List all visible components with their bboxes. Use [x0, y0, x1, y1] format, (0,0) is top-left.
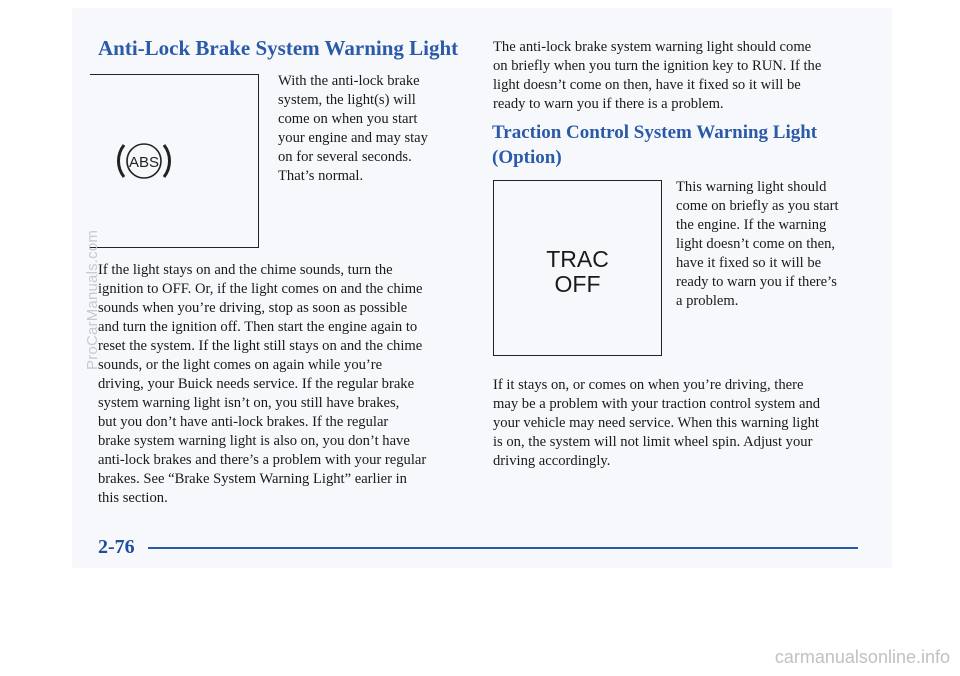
page-number: 2-76	[98, 536, 135, 558]
text-line: light doesn’t come on then,	[676, 236, 836, 252]
text-line: may be a problem with your traction control system and	[493, 396, 821, 412]
text-line: on for several seconds.	[278, 149, 412, 165]
vertical-watermark: ProCarManuals.com	[84, 229, 101, 370]
text-line: system, the light(s) will	[278, 92, 416, 108]
text-line: have it fixed so it will be	[676, 255, 822, 271]
text-line: ignition to OFF. Or, if the light comes on and the chime	[98, 281, 423, 297]
text-line: come on when you start	[278, 111, 418, 127]
text-line: your engine and may stay	[278, 130, 428, 146]
text-line: the engine. If the warning	[676, 217, 827, 233]
footer-rule	[148, 547, 858, 549]
heading-line: (Option)	[492, 147, 562, 168]
trac-side-text	[676, 178, 876, 311]
abs-side-text	[278, 72, 478, 186]
trac-off-light-figure	[493, 180, 662, 356]
text-line: ready to warn you if there is a problem.	[493, 96, 724, 112]
text-line: If the light stays on and the chime sounds, turn the	[98, 262, 393, 278]
text-line: come on briefly as you start	[676, 198, 839, 214]
text-line: sounds when you’re driving, stop as soon as possible	[98, 300, 408, 316]
abs-heading: Anti-Lock Brake System Warning Light	[98, 36, 459, 60]
text-line: With the anti-lock brake	[278, 73, 420, 89]
text-line: ready to warn you if there’s	[676, 274, 837, 290]
text-line: The anti-lock brake system warning light should come	[493, 39, 812, 55]
text-line: light doesn’t come on then, have it fixed so it will be	[493, 77, 801, 93]
text-line: anti-lock brakes and there’s a problem with your regular	[98, 452, 427, 468]
abs-icon-text: ABS	[128, 154, 160, 171]
abs-icon	[114, 131, 174, 191]
trac-heading	[492, 120, 852, 170]
abs-right-text	[493, 38, 873, 114]
trac-body-text	[493, 376, 873, 471]
trac-label: TRAC	[546, 246, 609, 272]
text-line: driving accordingly.	[493, 453, 611, 469]
off-label: OFF	[554, 271, 601, 297]
heading-line: Traction Control System Warning Light	[492, 122, 818, 143]
text-line: on briefly when you turn the ignition key to RUN. If the	[493, 58, 822, 74]
abs-body-text	[98, 261, 478, 508]
abs-warning-light-figure	[90, 74, 259, 248]
text-line: driving, your Buick needs service. If the regular brake	[98, 376, 415, 392]
text-line: system warning light isn’t on, you still have brakes,	[98, 395, 400, 411]
text-line: That’s normal.	[278, 168, 364, 184]
text-line: This warning light should	[676, 179, 827, 195]
text-line: but you don’t have anti-lock brakes. If the regular	[98, 414, 389, 430]
text-line: sounds, or the light comes on again while you’re	[98, 357, 383, 373]
text-line: reset the system. If the light still stays on and the chime	[98, 338, 423, 354]
text-line: a problem.	[676, 293, 739, 309]
text-line: brakes. See “Brake System Warning Light” earlier in	[98, 471, 407, 487]
site-watermark: carmanualsonline.info	[774, 647, 950, 667]
text-line: your vehicle may need service. When this warning light	[493, 415, 819, 431]
text-line: this section.	[98, 490, 168, 506]
text-line: and turn the ignition off. Then start the engine again to	[98, 319, 418, 335]
text-line: brake system warning light is also on, you don’t have	[98, 433, 410, 449]
text-line: is on, the system will not limit wheel spin. Adjust your	[493, 434, 813, 450]
text-line: If it stays on, or comes on when you’re driving, there	[493, 377, 804, 393]
